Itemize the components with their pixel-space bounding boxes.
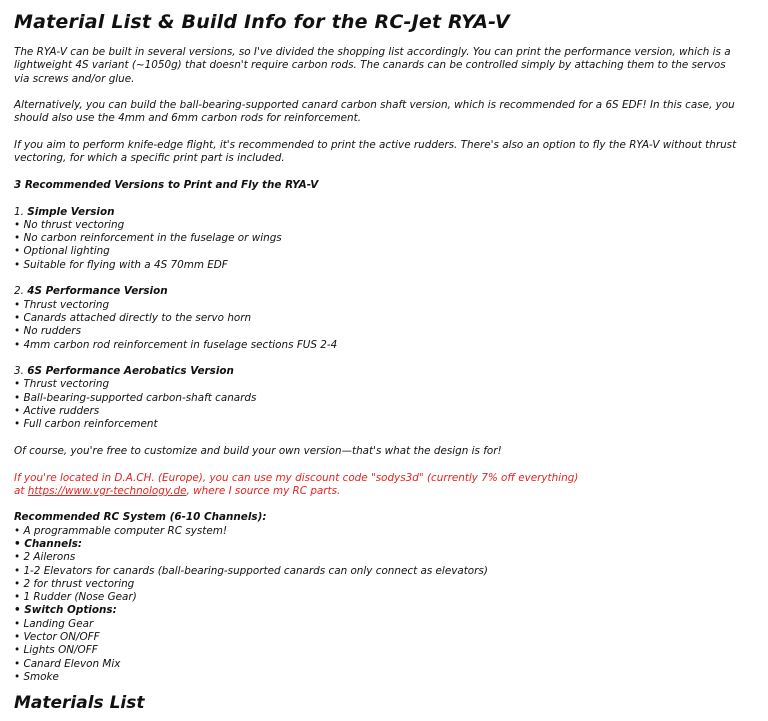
list-item: • 2 for thrust vectoring	[14, 578, 740, 591]
list-item: • No thrust vectoring	[14, 219, 740, 232]
list-item: • Full carbon reinforcement	[14, 418, 740, 431]
version-2-name: 4S Performance Version	[27, 285, 168, 298]
list-item: • Optional lighting	[14, 245, 740, 258]
list-item: • Lights ON/OFF	[14, 644, 740, 657]
materials-list-heading: Materials List	[14, 693, 145, 714]
customize-note: Of course, you're free to customize and build your own version—that's what the design is for!	[14, 444, 502, 457]
list-item: • 1-2 Elevators for canards (ball-bearing-supported canards can only connect as elevators)	[14, 565, 740, 578]
page-title: Material List & Build Info for the RC-Jet RYA-V	[14, 11, 510, 33]
list-item: • 4mm carbon rod reinforcement in fuselage sections FUS 2-4	[14, 339, 740, 352]
list-item: • Active rudders	[14, 405, 740, 418]
list-item: • Canard Elevon Mix	[14, 658, 740, 671]
list-item: • 2 Ailerons	[14, 551, 740, 564]
rc-system-list	[14, 525, 740, 685]
rc-system-heading: Recommended RC System (6-10 Channels):	[14, 511, 267, 524]
list-item: • Suitable for flying with a 4S 70mm EDF	[14, 259, 740, 272]
version-3-name: 6S Performance Aerobatics Version	[27, 365, 234, 378]
discount-rest: , where I source my RC parts.	[186, 484, 341, 497]
intro-paragraph-3: If you aim to perform knife-edge flight, it's recommended to print the active rudders. There's also an option to fly the RYA-V without thrust vectoring, for which a specific print part is included.	[14, 139, 737, 165]
version-3-title	[14, 365, 740, 378]
channels-label: • Channels:	[14, 538, 740, 551]
list-item: • Thrust vectoring	[14, 299, 740, 312]
version-1-number: 1.	[14, 205, 24, 218]
intro-paragraph-2: Alternatively, you can build the ball-bearing-supported canard carbon shaft version, which is recommended for a 6S EDF! In this case, you should also use the 4mm and 6mm carbon rods for reinforcement.	[14, 99, 735, 125]
version-2-title	[14, 285, 740, 298]
version-2-list	[14, 299, 740, 352]
list-item: • No carbon reinforcement in the fuselage or wings	[14, 232, 740, 245]
version-1-list	[14, 219, 740, 272]
list-item: • Smoke	[14, 671, 740, 684]
version-2-number: 2.	[14, 285, 24, 298]
intro-paragraph-1: The RYA-V can be built in several versions, so I've divided the shopping list accordingly. You can print the performance version, which is a lightweight 4S variant (~1050g) that doesn't require carbon rods. The canards can be controlled simply by attaching them to the servos via screws and/or glue.	[14, 46, 731, 85]
discount-line-1: If you're located in D.A.CH. (Europe), you can use my discount code "sodys3d" (currently 7% off everything)	[14, 471, 579, 484]
list-item: • No rudders	[14, 325, 740, 338]
discount-at: at	[14, 484, 28, 497]
discount-line-2	[14, 485, 740, 498]
vgr-technology-link[interactable]: https://www.vgr-technology.de	[27, 484, 187, 497]
list-item: • Ball-bearing-supported carbon-shaft canards	[14, 392, 740, 405]
list-item: • Thrust vectoring	[14, 378, 740, 391]
list-item: • 1 Rudder (Nose Gear)	[14, 591, 740, 604]
version-1-title	[14, 206, 740, 219]
versions-heading: 3 Recommended Versions to Print and Fly the RYA-V	[14, 178, 319, 191]
list-item: • Landing Gear	[14, 618, 740, 631]
switch-options-label: • Switch Options:	[14, 604, 740, 617]
version-3-list	[14, 378, 740, 431]
version-1-name: Simple Version	[27, 205, 115, 218]
list-item: • Vector ON/OFF	[14, 631, 740, 644]
list-item: • Canards attached directly to the servo horn	[14, 312, 740, 325]
list-item: • A programmable computer RC system!	[14, 525, 740, 538]
version-3-number: 3.	[14, 365, 24, 378]
